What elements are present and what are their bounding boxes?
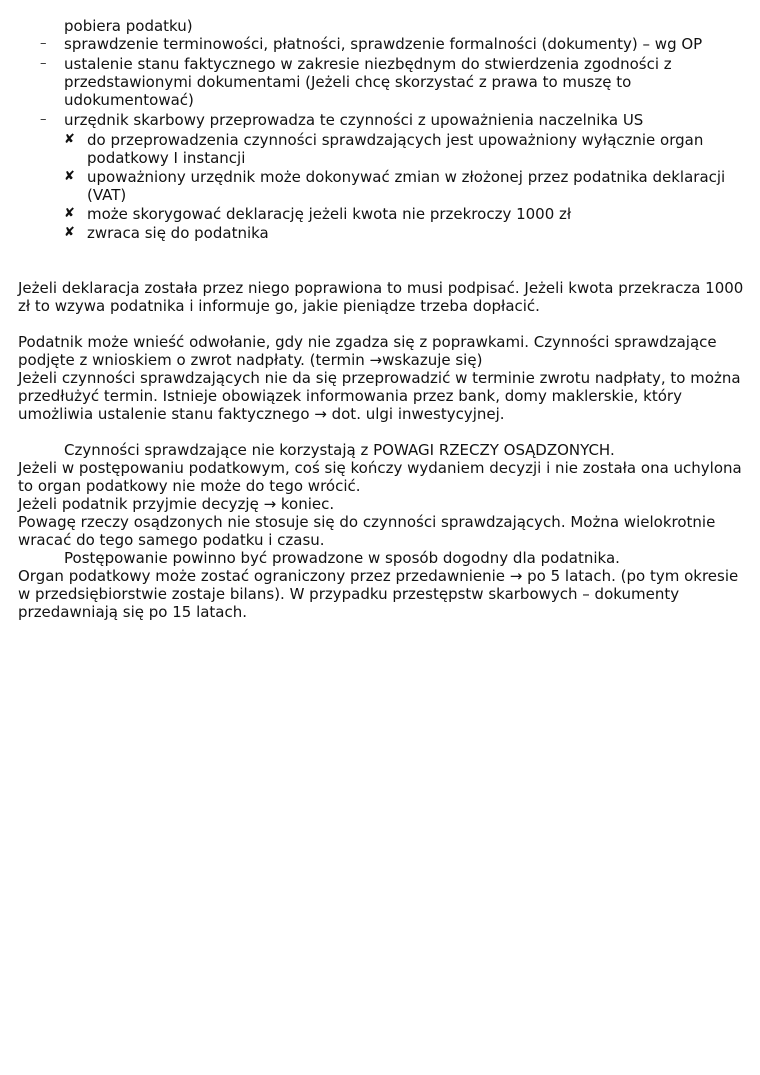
cross-mark-icon: ✘ — [64, 225, 75, 240]
dash-list-item — [18, 35, 746, 53]
x-list — [18, 131, 746, 242]
dash-bullet-icon: – — [40, 36, 47, 51]
dash-item-text: ustalenie stanu faktycznego w zakresie niezbędnym do stwierdzenia zgodności z przedstawionymi dokumentami (Jeżeli chcę skorzystać z prawa to muszę to udokumentować) — [64, 55, 672, 109]
spacer — [18, 244, 746, 279]
x-item-text: upoważniony urzędnik może dokonywać zmian w złożonej przez podatnika deklaracji (VAT) — [87, 168, 726, 204]
paragraph: Powagę rzeczy osądzonych nie stosuje się do czynności sprawdzających. Można wielokrotnie wracać do tego samego podatku i czasu. — [18, 513, 716, 549]
dash-list-item — [18, 55, 746, 109]
intro-line: pobiera podatku) — [64, 17, 193, 35]
cross-mark-icon: ✘ — [64, 169, 75, 184]
dash-item-text: sprawdzenie terminowości, płatności, sprawdzenie formalności (dokumenty) – wg OP — [64, 35, 703, 53]
x-item-text: może skorygować deklarację jeżeli kwota nie przekroczy 1000 zł — [87, 205, 572, 223]
paragraph: Czynności sprawdzające nie korzystają z POWAGI RZECZY OSĄDZONYCH. — [64, 441, 615, 459]
dash-bullet-icon: – — [40, 112, 47, 127]
x-list-item — [18, 224, 746, 242]
x-item-text: zwraca się do podatnika — [87, 224, 269, 242]
paragraph: Podatnik może wnieść odwołanie, gdy nie zgadza się z poprawkami. Czynności sprawdzające podjęte z wnioskiem o zwrot nadpłaty. (termin →wskazuje się) — [18, 333, 717, 369]
dash-item-text: urzędnik skarbowy przeprowadza te czynności z upoważnienia naczelnika US — [64, 111, 644, 129]
paragraph: Jeżeli czynności sprawdzających nie da się przeprowadzić w terminie zwrotu nadpłaty, to można przedłużyć termin. Istnieje obowiązek informowania przez bank, domy maklerskie, który umożliwia ustalenie stanu faktycznego → dot. ulgi inwestycyjnej. — [18, 369, 741, 423]
paragraph: Jeżeli deklaracja została przez niego poprawiona to musi podpisać. Jeżeli kwota przekracza 1000 zł to wzywa podatnika i informuje go, jakie pieniądze trzeba dopłacić. — [18, 279, 744, 315]
cross-mark-icon: ✘ — [64, 132, 75, 147]
spacer — [18, 423, 746, 441]
spacer — [18, 315, 746, 333]
x-list-item — [18, 205, 746, 223]
dash-list — [18, 35, 746, 242]
cross-mark-icon: ✘ — [64, 206, 75, 221]
dash-bullet-icon: – — [40, 56, 47, 71]
paragraph: Jeżeli podatnik przyjmie decyzję → koniec. — [18, 495, 335, 513]
x-list-item — [18, 131, 746, 167]
x-item-text: do przeprowadzenia czynności sprawdzających jest upoważniony wyłącznie organ podatkowy I instancji — [87, 131, 704, 167]
document-body — [18, 17, 746, 621]
x-list-item — [18, 168, 746, 204]
paragraph: Jeżeli w postępowaniu podatkowym, coś się kończy wydaniem decyzji i nie została ona uchylona to organ podatkowy nie może do tego wrócić. — [18, 459, 742, 495]
paragraph: Postępowanie powinno być prowadzone w sposób dogodny dla podatnika. — [64, 549, 620, 567]
paragraph: Organ podatkowy może zostać ograniczony przez przedawnienie → po 5 latach. (po tym okresie w przedsiębiorstwie zostaje bilans). W przypadku przestępstw skarbowych – dokumenty przedawniają się po 15 latach. — [18, 567, 739, 621]
dash-list-item — [18, 111, 746, 242]
